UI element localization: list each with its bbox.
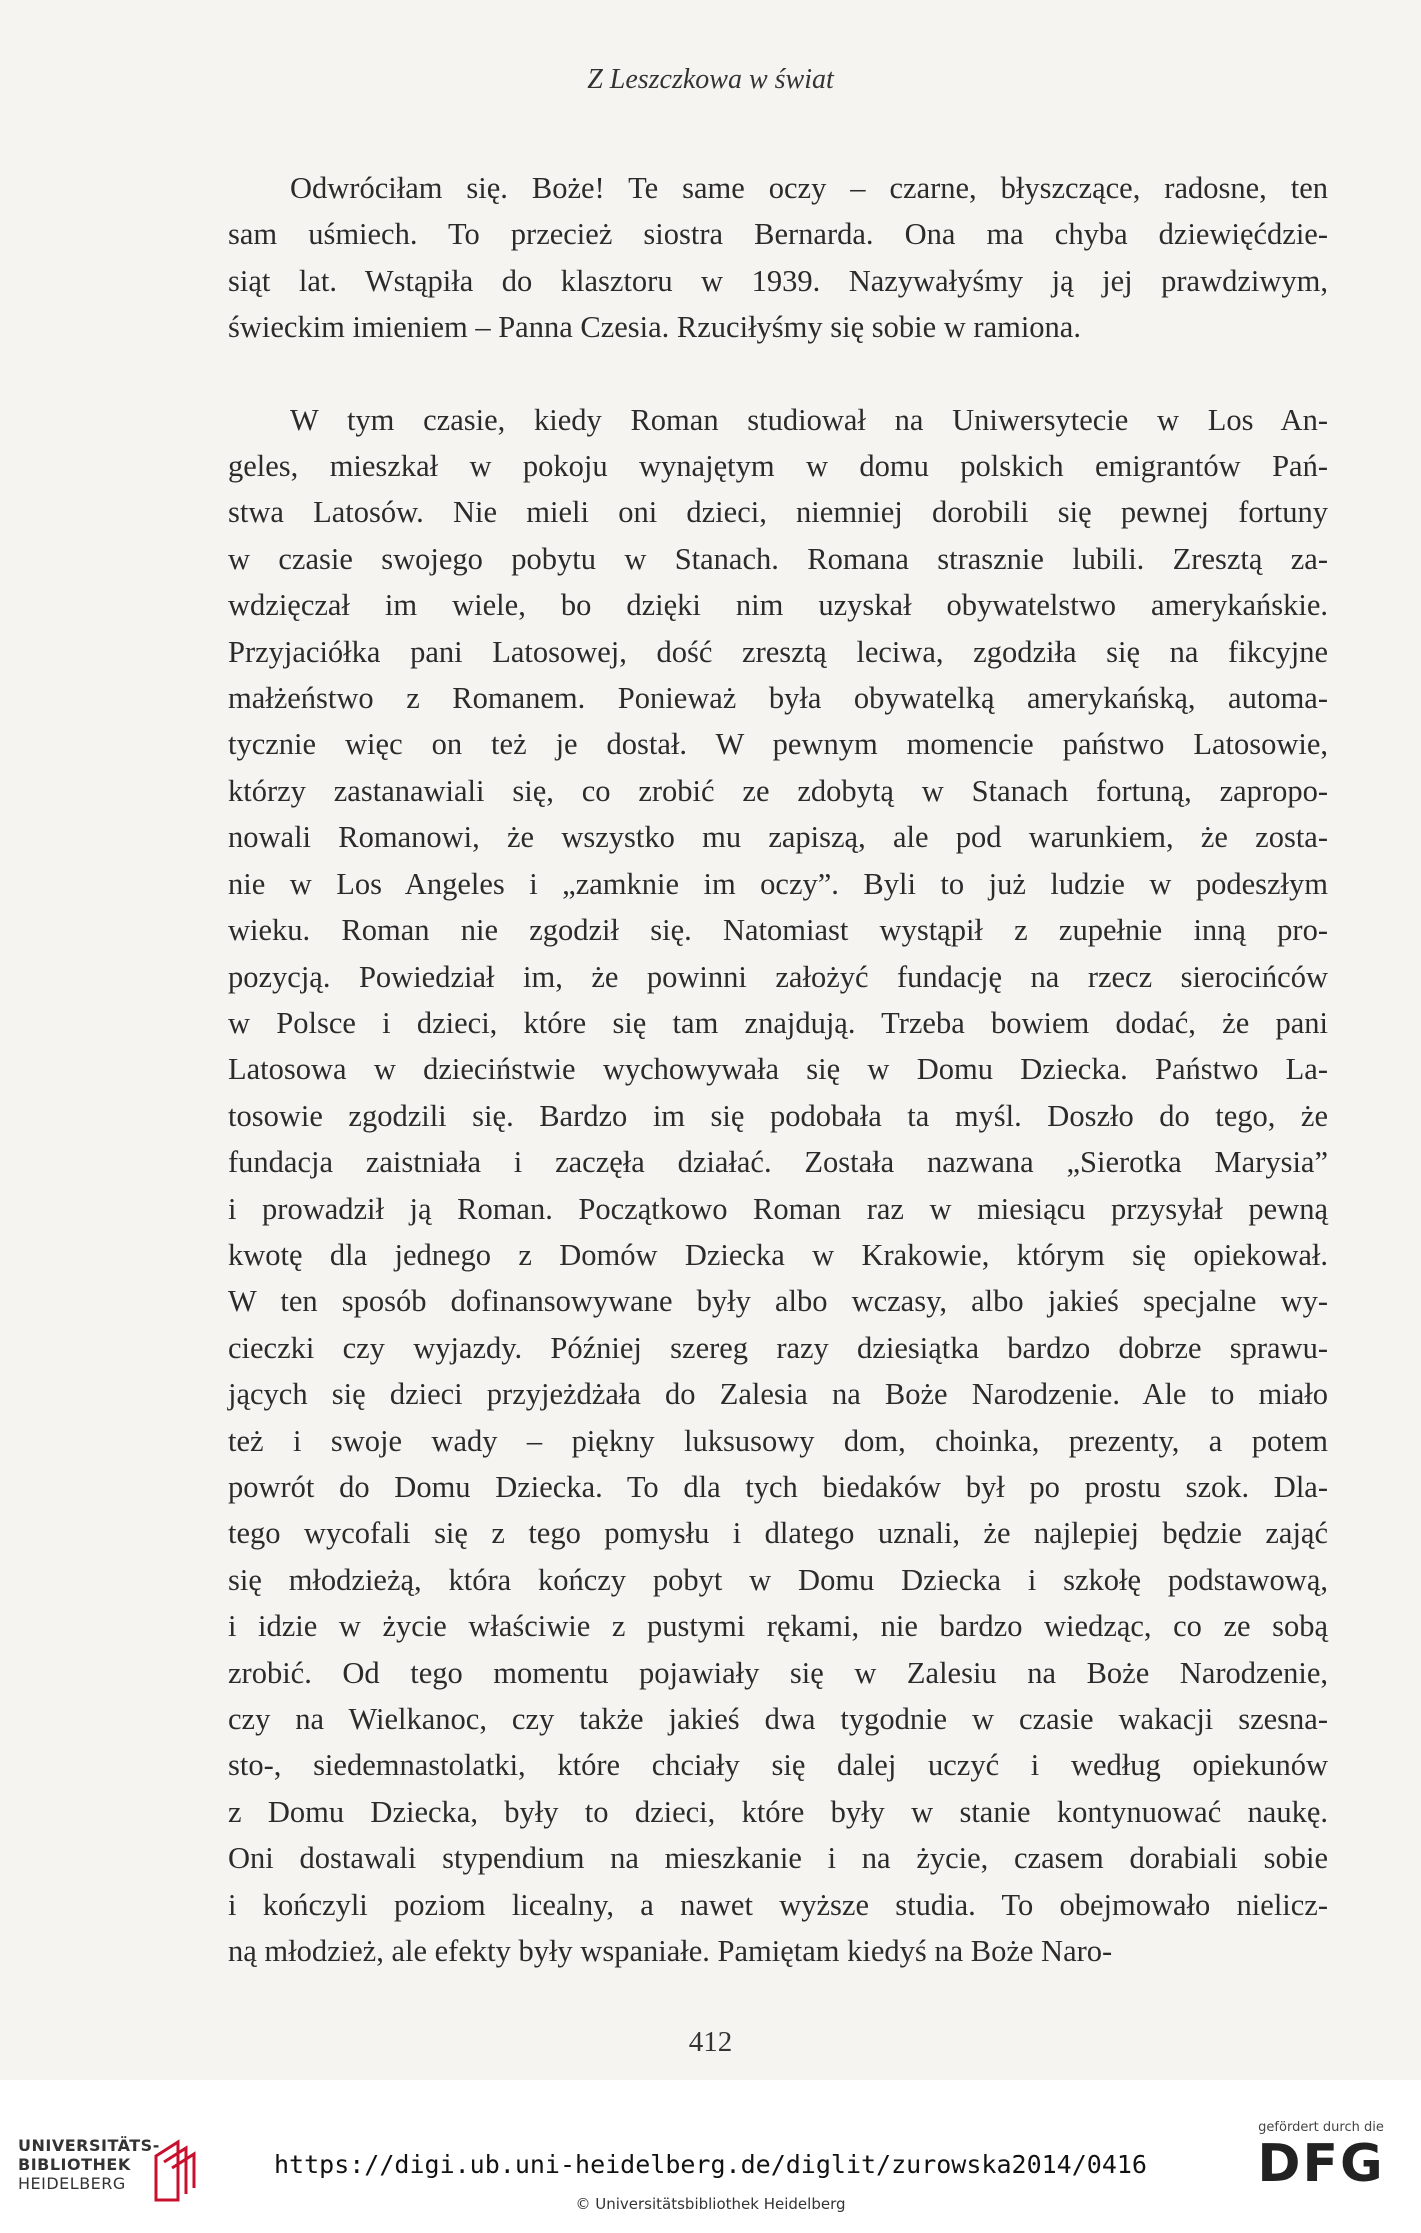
copyright-notice: © Universitätsbibliothek Heidelberg: [575, 2195, 846, 2213]
text-line: pozycją. Powiedział im, że powinni założyć fundację na rzecz sierocińców: [228, 959, 1328, 994]
text-line: tosowie zgodzili się. Bardzo im się podobała ta myśl. Doszło do tego, że: [228, 1098, 1328, 1133]
text-line: i kończyli poziom licealny, a nawet wyższe studia. To obejmowało nielicz-: [228, 1887, 1328, 1922]
text-line: kwotę dla jednego z Domów Dziecka w Krakowie, którym się opiekował.: [228, 1237, 1328, 1272]
paragraph: [228, 165, 1328, 351]
text-line: małżeństwo z Romanem. Ponieważ była obywatelką amerykańską, automa-: [228, 681, 1328, 716]
dfg-logo[interactable]: [1251, 2120, 1391, 2193]
text-line: Przyjaciółka pani Latosowej, dość zresztą leciwa, zgodziła się na fikcyjne: [228, 634, 1328, 669]
text-line: tego wycofali się z tego pomysłu i dlatego uznali, że najlepiej będzie zająć: [228, 1516, 1328, 1551]
paragraph: [228, 397, 1328, 1975]
text-line: i idzie w życie właściwie z pustymi rękami, nie bardzo wiedząc, co ze sobą: [228, 1609, 1328, 1644]
text-line: w Polsce i dzieci, które się tam znajdują. Trzeba bowiem dodać, że pani: [228, 1005, 1328, 1040]
dfg-wordmark: DFG: [1257, 2134, 1385, 2194]
text-line: W tym czasie, kiedy Roman studiował na Uniwersytecie w Los An-: [290, 402, 1328, 437]
text-line: tycznie więc on też je dostał. W pewnym momencie państwo Latosowie,: [228, 727, 1328, 762]
text-line: Latosowa w dzieciństwie wychowywała się w Domu Dziecka. Państwo La-: [228, 1052, 1328, 1087]
text-line: wieku. Roman nie zgodził się. Natomiast wystąpił z zupełnie inną pro-: [228, 913, 1328, 948]
text-line: wdzięczał im wiele, bo dzięki nim uzyskał obywatelstwo amerykańskie.: [228, 588, 1328, 623]
page-number: 412: [688, 2026, 733, 2058]
text-line: i prowadził ją Roman. Początkowo Roman raz w miesiącu przysyłał pewną: [228, 1191, 1328, 1226]
text-line: sto-, siedemnastolatki, które chciały się dalej uczyć i według opiekunów: [228, 1748, 1328, 1783]
text-line: zrobić. Od tego momentu pojawiały się w Zalesiu na Boże Narodzenie,: [228, 1655, 1328, 1690]
text-line: fundacja zaistniała i zaczęła działać. Została nazwana „Sierotka Marysia”: [228, 1145, 1328, 1180]
library-name-line3: HEIDELBERG: [18, 2174, 126, 2193]
text-line: się młodzieżą, która kończy pobyt w Domu Dziecka i szkołę podstawową,: [228, 1562, 1328, 1597]
funder-note: gefördert durch die: [1258, 2120, 1384, 2135]
body-text: [228, 165, 1328, 1974]
text-line: też i swoje wady – piękny luksusowy dom, choinka, prezenty, a potem: [228, 1423, 1328, 1458]
text-line: powrót do Domu Dziecka. To dla tych biedaków był po prostu szok. Dla-: [228, 1469, 1328, 1504]
text-line: którzy zastanawiali się, co zrobić ze zdobytą w Stanach fortuną, zapropo-: [228, 773, 1328, 808]
paragraph-gap: [228, 351, 1328, 397]
text-line: Oni dostawali stypendium na mieszkanie i na życie, czasem dorabiali sobie: [228, 1841, 1328, 1876]
text-line: w czasie swojego pobytu w Stanach. Romana strasznie lubili. Zresztą za-: [228, 541, 1328, 576]
footer-bar: [0, 2080, 1421, 2233]
text-line: Odwróciłam się. Boże! Te same oczy – czarne, błyszczące, radosne, ten: [290, 171, 1328, 205]
text-line: cieczki czy wyjazdy. Później szereg razy dziesiątka bardzo dobrze sprawu-: [228, 1330, 1328, 1365]
text-line: nowali Romanowi, że wszystko mu zapiszą, ale pod warunkiem, że zosta-: [228, 820, 1328, 855]
running-head: Z Leszczkowa w świat: [587, 64, 834, 95]
text-line: nie w Los Angeles i „zamknie im oczy”. Byli to już ludzie w podeszłym: [228, 866, 1328, 901]
text-line: stwa Latosów. Nie mieli oni dzieci, niemniej dorobili się pewnej fortuny: [228, 495, 1328, 530]
text-line: sam uśmiech. To przecież siostra Bernarda. Ona ma chyba dziewięćdzie-: [228, 217, 1328, 252]
permalink-url[interactable]: https://digi.ub.uni-heidelberg.de/diglit/zurowska2014/0416: [274, 2150, 1147, 2179]
text-line: W ten sposób dofinansowywane były albo wczasy, albo jakieś specjalne wy-: [228, 1284, 1328, 1319]
library-name-line2: BIBLIOTHEK: [18, 2155, 131, 2174]
text-line: z Domu Dziecka, były to dzieci, które były w stanie kontynuować naukę.: [228, 1794, 1328, 1829]
library-name-line1: UNIVERSITÄTS-: [18, 2136, 160, 2155]
text-line: świeckim imieniem – Panna Czesia. Rzuciłyśmy się sobie w ramiona.: [228, 310, 1081, 345]
text-line: ną młodzież, ale efekty były wspaniałe. Pamiętam kiedyś na Boże Naro-: [228, 1934, 1113, 1969]
text-line: siąt lat. Wstąpiła do klasztoru w 1939. Nazywałyśmy ją jej prawdziwym,: [228, 263, 1328, 298]
text-line: jących się dzieci przyjeżdżała do Zalesia na Boże Narodzenie. Ale to miało: [228, 1377, 1328, 1412]
text-line: geles, mieszkał w pokoju wynajętym w domu polskich emigrantów Pań-: [228, 449, 1328, 484]
text-line: czy na Wielkanoc, czy także jakieś dwa tygodnie w czasie wakacji szesna-: [228, 1702, 1328, 1736]
